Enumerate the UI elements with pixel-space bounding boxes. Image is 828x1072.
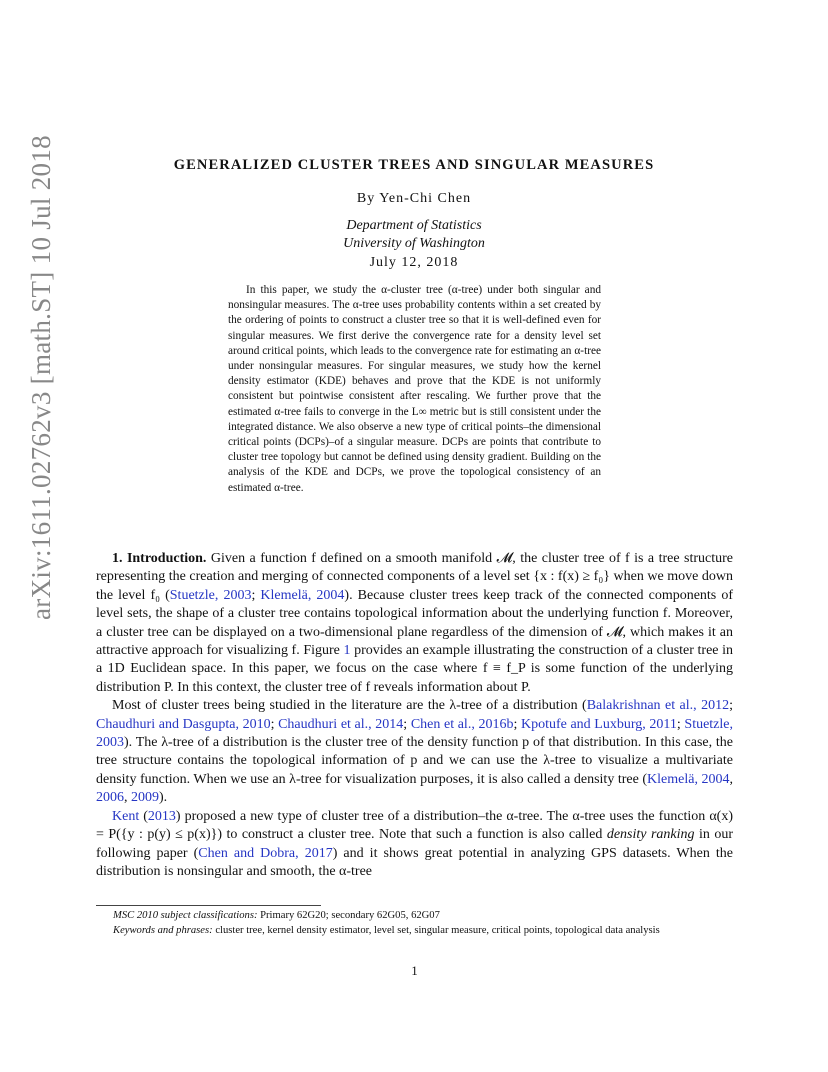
paper-title: GENERALIZED CLUSTER TREES AND SINGULAR MEASURES [173,157,655,173]
text-run: , [729,771,733,787]
keywords-text: cluster tree, kernel density estimator, level set, singular measure, critical points, topological data analysis [212,925,660,936]
citation-link[interactable]: 2006 [96,790,124,806]
emphasis: density ranking [606,827,695,843]
author-line: By Yen-Chi Chen [356,191,472,206]
intro-paragraph-3 [96,808,733,882]
citation-link[interactable]: Klemelä, 2004 [647,771,730,787]
text-run: ; [513,716,521,732]
citation-link[interactable]: Kent [112,808,140,824]
text-run: in our following paper ( [96,827,734,861]
text-run: ; [729,698,733,714]
keywords-footnote [96,924,733,938]
citation-link[interactable]: Stuetzle, 2003 [96,716,734,751]
department: Department of Statistics [346,218,482,233]
section-heading: 1. Introduction. [112,551,207,566]
text-run: ). [159,790,168,806]
intro-paragraph-1 [96,550,733,697]
text-run: ) proposed a new type of cluster tree of a distribution–the α-tree. The α-tree uses the function α(x) = P({y : p(y) ≤ p(x)}) to construct a cluster tree. Note that such a function is also called [96,808,733,843]
page-number: 1 [411,963,418,978]
msc-text: Primary 62G20; secondary 62G05, 62G07 [257,910,440,921]
text-run: ; [251,587,261,603]
paper-date: July 12, 2018 [369,255,459,270]
text-run: , [124,790,131,806]
intro-paragraph-2 [96,697,733,807]
text-run: ( [139,808,148,824]
text-run: Most of cluster trees being studied in the literature are the λ-tree of a distribution ( [112,698,587,714]
msc-label: MSC 2010 subject classifications: [113,910,258,921]
text-run: ). The λ-tree of a distribution is the cluster tree of the density function p of that distribution. In this case, the tree structure contains the topological information of p and we can use the λ-tree to visualize a multivariate density function. When we use an λ-tree for visualization purposes, it is also called a density tree ( [96,735,733,787]
citation-link[interactable]: Chen and Dobra, 2017 [198,845,333,861]
citation-link[interactable]: Chaudhuri et al., 2014 [278,716,404,732]
text-run: ) and it shows great potential in analyzing GPS datasets. When the distribution is nonsingular and smooth, the α-tree [96,845,733,879]
citation-link[interactable]: Chen et al., 2016b [410,716,514,732]
keywords-label: Keywords and phrases: [113,925,213,936]
introduction-section [96,550,733,881]
citation-link[interactable]: Chaudhuri and Dasgupta, 2010 [96,716,271,732]
figure-link[interactable]: 1 [343,643,351,659]
text-run: ; [403,716,411,732]
citation-link[interactable]: Balakrishnan et al., 2012 [586,698,730,714]
text-run: Given a function f defined on a smooth manifold 𝓜, the cluster tree of f is a tree structure representing the creation and merging of connected components of a level set {x : f(x) ≥ f₀} when we move down the level f₀ ( [96,551,733,603]
arxiv-identifier: arXiv:1611.02762v3 [math.ST] 10 Jul 2018 [26,135,56,620]
citation-link[interactable]: 2009 [131,790,159,806]
footnote-divider [96,905,321,906]
abstract: In this paper, we study the α-cluster tree (α-tree) under both singular and nonsingular measures. The α-tree uses probability contents within a set created by the ordering of points to construct a cluster tree so that it is well-defined even for singular measures. We first derive the convergence rate for a density level set around critical points, which leads to the convergence rate for estimating an α-tree under nonsingular measures. For singular measures, we study how the kernel density estimator (KDE) behaves and prove that the KDE is not uniformly consistent but pointwise consistent after rescaling. We further prove that the estimated α-tree fails to converge in the L∞ metric but is still consistent under the integrated distance. We also observe a new type of critical points–the dimensional critical points (DCPs)–of a singular measure. DCPs are points that contribute to cluster tree topology but cannot be defined using density gradient. Building on the analysis of the KDE and DCPs, we prove the topological consistency of an estimated α-tree. [228,284,601,494]
text-run: ; [270,716,279,732]
citation-link[interactable]: 2013 [147,808,176,824]
text-run: provides an example illustrating the construction of a cluster tree in a 1D Euclidean space. In this paper, we focus on the case where f ≡ f_P is some function of the underlying distribution P. In this context, the cluster tree of f reveals information about P. [96,643,734,695]
citation-link[interactable]: Klemelä, 2004 [260,587,345,603]
citation-link[interactable]: Stuetzle, 2003 [169,587,252,603]
text-run: ; [676,716,685,732]
university: University of Washington [343,236,485,251]
citation-link[interactable]: Kpotufe and Luxburg, 2011 [520,716,677,732]
text-run: ). Because cluster trees keep track of the connected components of level sets, the shape of a cluster tree contains topological information about the underlying function f. Moreover, a cluster tree can be displayed on a two-dimensional plane regardless of the dimension of 𝓜, which makes it an attractive approach for visualizing f. Figure [96,587,733,659]
msc-footnote [96,909,733,923]
